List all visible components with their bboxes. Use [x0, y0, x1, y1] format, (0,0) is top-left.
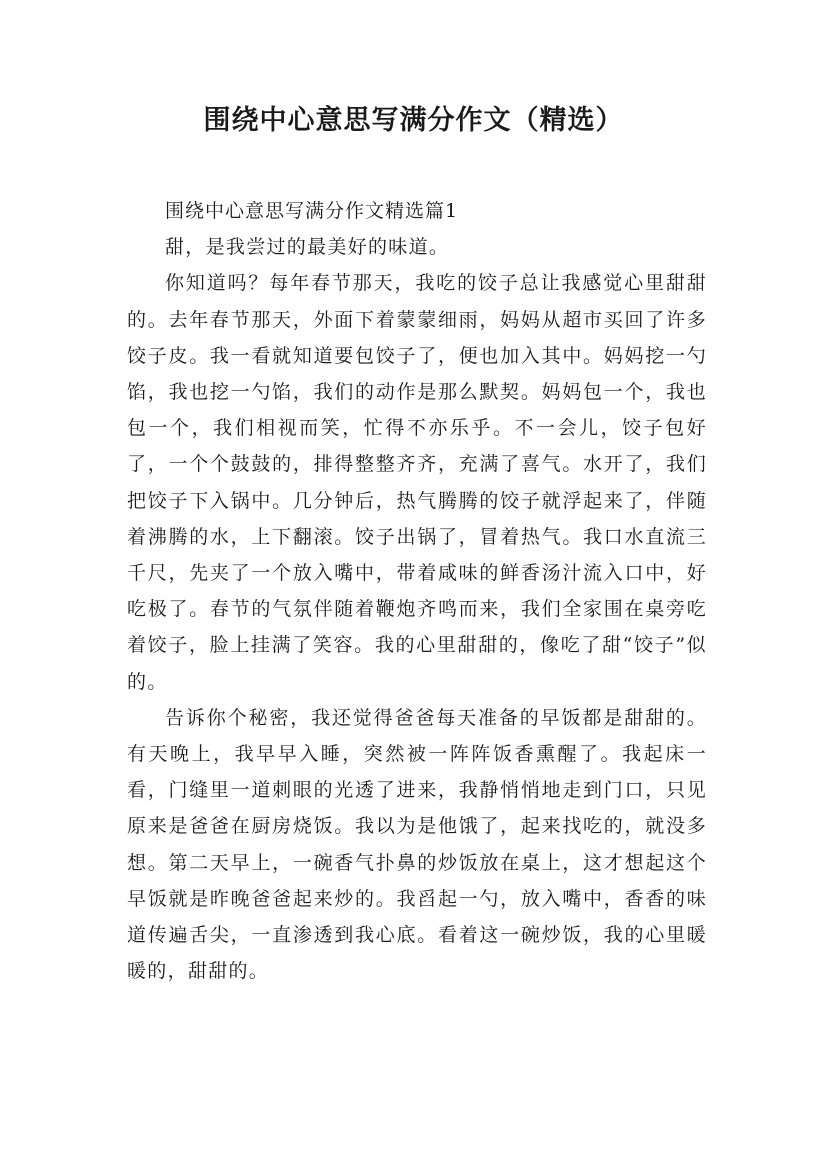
paragraph-1: 甜，是我尝过的最美好的味道。 — [165, 236, 450, 259]
document-body — [127, 193, 707, 989]
paragraph-2: 你知道吗？每年春节那天，我吃的饺子总让我感觉心里甜甜的。去年春节那天，外面下着蒙蒙细雨，妈妈从超市买回了许多饺子皮。我一看就知道要包饺子了，便也加入其中。妈妈挖一勺馅，我也挖一勺馅，我们的动作是那么默契。妈妈包一个，我也包一个，我们相视而笑，忙得不亦乐乎。不一会儿，饺子包好了，一个个鼓鼓的，排得整整齐齐，充满了喜气。水开了，我们把饺子下入锅中。几分钟后，热气腾腾的饺子就浮起来了，伴随着沸腾的水，上下翻滚。饺子出锅了，冒着热气。我口水直流三千尺，先夹了一个放入嘴中，带着咸味的鲜香汤汁流入口中，好吃极了。春节的气氛伴随着鞭炮齐鸣而来，我们全家围在桌旁吃着饺子，脸上挂满了笑容。我的心里甜甜的，像吃了甜“饺子”似的。 — [127, 272, 707, 693]
section-heading: 围绕中心意思写满分作文精选篇1 — [165, 200, 459, 222]
paragraph-3: 告诉你个秘密，我还觉得爸爸每天准备的早饭都是甜甜的。有天晚上，我早早入睡，突然被一阵阵饭香熏醒了。我起床一看，门缝里一道刺眼的光透了进来，我静悄悄地走到门口，只见原来是爸爸在厨房烧饭。我以为是他饿了，起来找吃的，就没多想。第二天早上，一碗香气扑鼻的炒饭放在桌上，这才想起这个早饭就是昨晚爸爸起来炒的。我舀起一勺，放入嘴中，香香的味道传遍舌尖，一直渗透到我心底。看着这一碗炒饭，我的心里暖暖的，甜甜的。 — [127, 706, 707, 983]
document-title: 围绕中心意思写满分作文（精选） — [203, 105, 624, 136]
